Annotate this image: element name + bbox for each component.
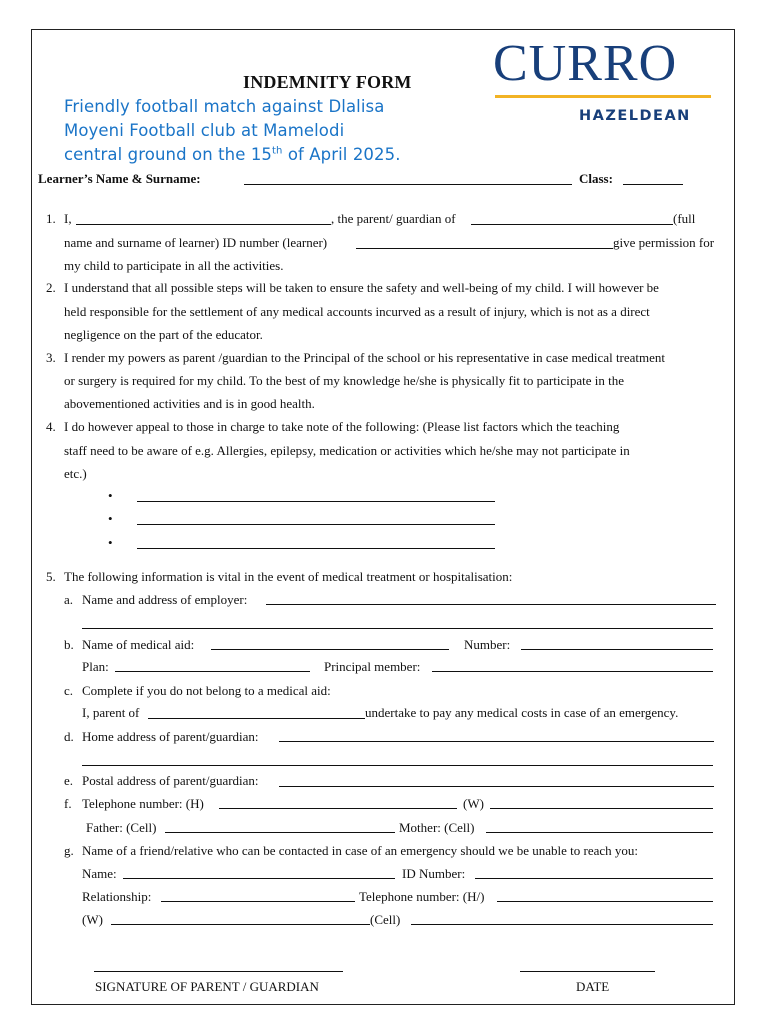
learner-id-field[interactable] bbox=[356, 248, 613, 249]
telephone-work-field[interactable] bbox=[490, 808, 713, 809]
learner-name-label: Learner’s Name & Surname: bbox=[38, 171, 201, 186]
item1-text-c: (full bbox=[673, 211, 696, 226]
item1-text-d: name and surname of learner) ID number (learner) bbox=[64, 235, 328, 250]
page-title: INDEMNITY FORM bbox=[243, 72, 412, 92]
contact-telephone-label: Telephone number: (H/) bbox=[359, 889, 485, 904]
sub-letter-f: f. bbox=[64, 796, 72, 811]
medical-aid-field[interactable] bbox=[211, 649, 449, 650]
curro-logo: CURRO bbox=[493, 35, 678, 92]
item5-text: The following information is vital in the event of medical treatment or hospitalisation: bbox=[64, 569, 513, 584]
sub-letter-g: g. bbox=[64, 843, 74, 858]
item1-text-a: I, bbox=[64, 211, 72, 226]
sub-letter-a: a. bbox=[64, 592, 74, 607]
item1-text-e: give permission for bbox=[613, 235, 715, 250]
sub-letter-e: e. bbox=[64, 773, 74, 788]
contact-name-field[interactable] bbox=[123, 878, 395, 879]
principal-member-label: Principal member: bbox=[324, 659, 421, 674]
postal-address-field[interactable] bbox=[279, 786, 714, 787]
sub-letter-b: b. bbox=[64, 637, 74, 652]
telephone-home-field[interactable] bbox=[219, 808, 457, 809]
relationship-field[interactable] bbox=[161, 901, 355, 902]
medical-aid-number-field[interactable] bbox=[521, 649, 713, 650]
contact-cell-field[interactable] bbox=[411, 924, 713, 925]
emergency-contact-intro: Name of a friend/relative who can be contacted in case of an emergency should we be unable to reach you: bbox=[82, 843, 638, 858]
bullet-3: • bbox=[108, 535, 113, 550]
item-number-3: 3. bbox=[46, 350, 56, 365]
date-label: DATE bbox=[576, 979, 610, 994]
home-address-field-2[interactable] bbox=[82, 765, 713, 766]
learner-name-field[interactable] bbox=[244, 184, 572, 185]
sub-letter-c: c. bbox=[64, 683, 74, 698]
telephone-work-label: (W) bbox=[463, 796, 484, 811]
bullet-1: • bbox=[108, 488, 113, 503]
date-field[interactable] bbox=[520, 971, 655, 972]
logo-divider bbox=[495, 95, 711, 98]
item1-text-b: , the parent/ guardian of bbox=[331, 211, 456, 226]
relationship-label: Relationship: bbox=[82, 889, 152, 904]
item-number-1: 1. bbox=[46, 211, 56, 226]
postal-address-label: Postal address of parent/guardian: bbox=[82, 773, 259, 788]
home-address-field-1[interactable] bbox=[279, 741, 714, 742]
logo-subtitle: HAZELDEAN bbox=[579, 108, 691, 124]
item-number-5: 5. bbox=[46, 569, 56, 584]
event-line-1: Friendly football match against Dlalisa bbox=[64, 97, 385, 116]
item4-line-3: etc.) bbox=[64, 466, 87, 481]
item2-line-3: negligence on the part of the educator. bbox=[64, 327, 263, 342]
factor-field-3[interactable] bbox=[137, 548, 495, 549]
event-line-2: Moyeni Football club at Mamelodi bbox=[64, 121, 345, 140]
factor-field-1[interactable] bbox=[137, 501, 495, 502]
employer-field-2[interactable] bbox=[82, 628, 713, 629]
item-number-4: 4. bbox=[46, 419, 56, 434]
item-number-2: 2. bbox=[46, 280, 56, 295]
principal-member-field[interactable] bbox=[432, 671, 713, 672]
undertake-text: undertake to pay any medical costs in case of an emergency. bbox=[365, 705, 679, 720]
contact-telephone-field[interactable] bbox=[497, 901, 713, 902]
parent-of-label: I, parent of bbox=[82, 705, 140, 720]
learner-fullname-field[interactable] bbox=[471, 224, 673, 225]
item2-line-2: held responsible for the settlement of any medical accounts incurved as a result of injury, which is not as a direct bbox=[64, 304, 650, 319]
contact-cell-label: (Cell) bbox=[370, 912, 401, 927]
no-medical-aid-label: Complete if you do not belong to a medical aid: bbox=[82, 683, 331, 698]
telephone-home-label: Telephone number: (H) bbox=[82, 796, 204, 811]
employer-field-1[interactable] bbox=[266, 604, 716, 605]
sub-letter-d: d. bbox=[64, 729, 74, 744]
contact-name-label: Name: bbox=[82, 866, 117, 881]
home-address-label: Home address of parent/guardian: bbox=[82, 729, 259, 744]
item3-line-1: I render my powers as parent /guardian to the Principal of the school or his representative in case medical treatment bbox=[64, 350, 666, 365]
number-label: Number: bbox=[464, 637, 511, 652]
item1-text-f: my child to participate in all the activities. bbox=[64, 258, 284, 273]
medical-aid-label: Name of medical aid: bbox=[82, 637, 195, 652]
parent-of-field[interactable] bbox=[148, 718, 365, 719]
plan-label: Plan: bbox=[82, 659, 109, 674]
item2-line-1: I understand that all possible steps will be taken to ensure the safety and well-being of my child. I will however be bbox=[64, 280, 659, 295]
item3-line-3: abovementioned activities and is in good health. bbox=[64, 396, 315, 411]
class-label: Class: bbox=[579, 171, 613, 186]
class-field[interactable] bbox=[623, 184, 683, 185]
contact-id-field[interactable] bbox=[475, 878, 713, 879]
contact-work-label: (W) bbox=[82, 912, 103, 927]
contact-work-field[interactable] bbox=[111, 924, 370, 925]
mother-cell-label: Mother: (Cell) bbox=[399, 820, 475, 835]
event-line-3: central ground on the 15th of April 2025. bbox=[64, 145, 401, 164]
signature-label: SIGNATURE OF PARENT / GUARDIAN bbox=[95, 979, 319, 994]
item4-line-1: I do however appeal to those in charge to take note of the following: (Please list factors which the teaching bbox=[64, 419, 620, 434]
plan-field[interactable] bbox=[115, 671, 310, 672]
mother-cell-field[interactable] bbox=[486, 832, 713, 833]
item4-line-2: staff need to be aware of e.g. Allergies, epilepsy, medication or activities which he/she may not participate in bbox=[64, 443, 630, 458]
item3-line-2: or surgery is required for my child. To the best of my knowledge he/she is physically fit to participate in the bbox=[64, 373, 625, 388]
father-cell-field[interactable] bbox=[165, 832, 395, 833]
father-cell-label: Father: (Cell) bbox=[86, 820, 157, 835]
employer-label: Name and address of employer: bbox=[82, 592, 248, 607]
parent-name-field[interactable] bbox=[76, 224, 331, 225]
bullet-2: • bbox=[108, 511, 113, 526]
contact-id-label: ID Number: bbox=[402, 866, 466, 881]
factor-field-2[interactable] bbox=[137, 524, 495, 525]
signature-field[interactable] bbox=[94, 971, 343, 972]
